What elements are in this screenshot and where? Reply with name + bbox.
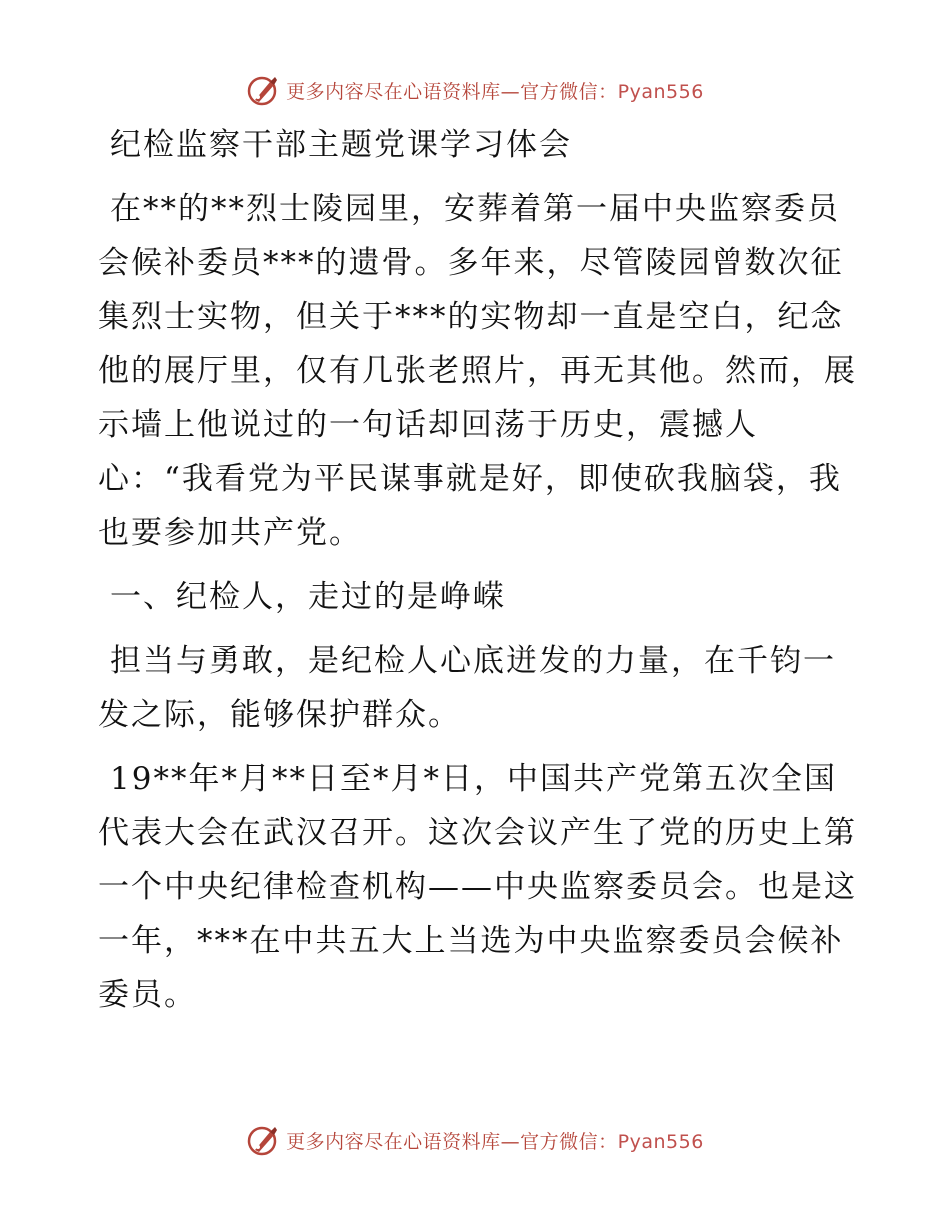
header-watermark-banner: [0, 70, 950, 110]
paragraph-courage: 担当与勇敢，是纪检人心底迸发的力量，在千钧一发之际，能够保护群众。: [98, 643, 836, 733]
section-heading: 一、纪检人，走过的是峥嵘: [110, 579, 506, 615]
banner-text: [286, 77, 704, 104]
banner-wechat-id: Pyan556: [617, 1130, 704, 1153]
pen-logo-icon: [246, 1123, 280, 1157]
banner-wechat-id: Pyan556: [617, 80, 704, 103]
banner-site-text: 更多内容尽在心语资料库—官方微信：: [286, 1130, 618, 1153]
paragraph-intro: 在**的**烈士陵园里，安葬着第一届中央监察委员会候补委员***的遗骨。多年来，尽管陵园曾数次征集烈士实物，但关于***的实物却一直是空白，纪念他的展厅里，仅有几张老照片，再无其他。然而，展示墙上他说过的一句话却回荡于历史，震撼人心：“我看党为平民谋事就是好，即使砍我脑袋，我也要参加共产党。: [98, 191, 857, 551]
banner-text: [286, 1127, 704, 1154]
footer-watermark-banner: [0, 1120, 950, 1160]
document-body: [98, 118, 858, 1022]
document-title: 纪检监察干部主题党课学习体会: [110, 127, 572, 163]
banner-site-text: 更多内容尽在心语资料库—官方微信：: [286, 80, 618, 103]
pen-logo-icon: [246, 73, 280, 107]
paragraph-history: 19**年*月**日至*月*日，中国共产党第五次全国代表大会在武汉召开。这次会议产生了党的历史上第一个中央纪律检查机构——中央监察委员会。也是这一年，***在中共五大上当选为中央监察委员会候补委员。: [98, 761, 857, 1013]
